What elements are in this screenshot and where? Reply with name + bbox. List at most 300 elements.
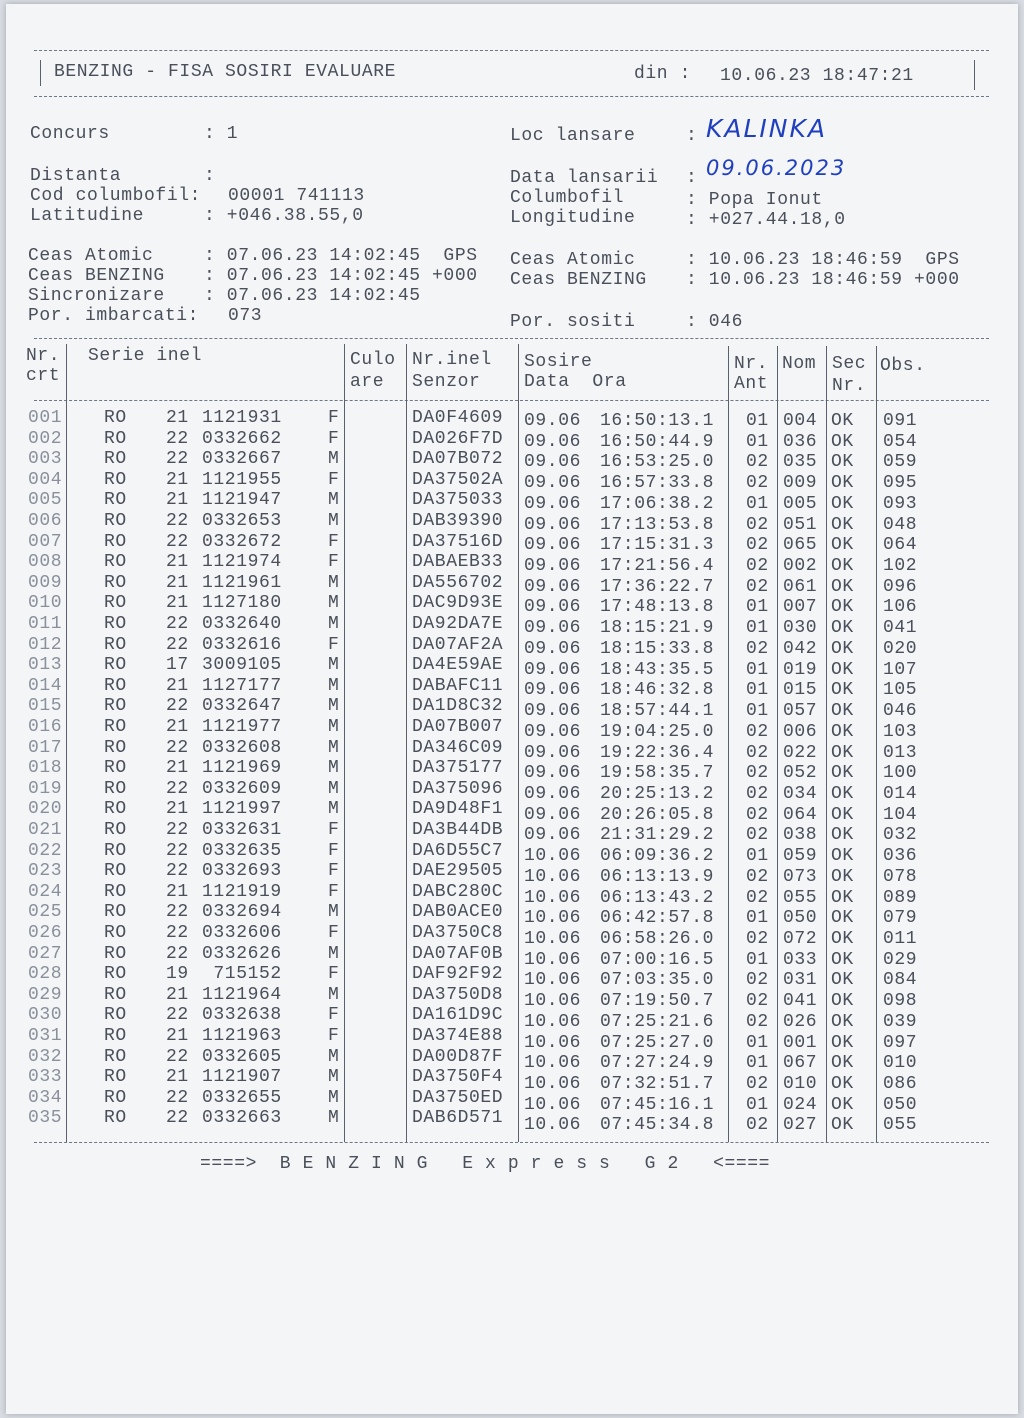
- cell-num: 1127177: [202, 675, 282, 696]
- cell-sec: OK: [831, 535, 854, 556]
- cell-num: 0332662: [202, 428, 282, 449]
- cell-obs: 089: [883, 887, 918, 908]
- table-row: [6, 1026, 1018, 1053]
- cell-ora: 06:58:26.0: [600, 929, 715, 949]
- cell-num: 0332626: [202, 943, 282, 964]
- cell-sex: M: [328, 778, 340, 799]
- cell-sex: F: [328, 820, 340, 840]
- data-lansarii-label: Data lansarii: [510, 168, 659, 188]
- col-sec-line1: Sec: [832, 354, 867, 374]
- cell-sex: M: [328, 696, 340, 717]
- cell-nom: 050: [783, 908, 818, 929]
- cell-sec: OK: [831, 949, 854, 970]
- cell-senzor: DA00D87F: [412, 1046, 504, 1067]
- cell-sex: M: [328, 449, 340, 470]
- cell-sec: OK: [831, 1115, 854, 1136]
- cell-obs: 079: [883, 908, 918, 929]
- cell-tara: RO: [104, 984, 127, 1005]
- table-row: [6, 408, 1018, 429]
- cell-nom: 027: [783, 1115, 818, 1136]
- cell-sec: OK: [831, 411, 854, 431]
- cell-obs: 097: [883, 1032, 918, 1053]
- cell-tara: RO: [104, 552, 127, 573]
- cell-an: 22: [166, 634, 189, 655]
- cell-sec: OK: [831, 846, 854, 867]
- distanta-label: Distanta: [30, 166, 122, 186]
- cell-an: 22: [166, 614, 189, 634]
- cell-tara: RO: [104, 758, 127, 779]
- col-nrinel-line1: Nr.inel: [412, 350, 492, 370]
- cell-num: 1121977: [202, 717, 282, 737]
- cell-sex: M: [328, 799, 340, 820]
- cell-senzor: DA026F7D: [412, 428, 504, 449]
- table-row: [6, 511, 1018, 535]
- cell-an: 21: [166, 1026, 189, 1046]
- loc-lansare-sep: :: [686, 126, 698, 146]
- cell-sex: M: [328, 1108, 340, 1129]
- table-row: [6, 984, 1018, 1012]
- cell-sec: OK: [831, 1032, 854, 1053]
- cell-ant: 02: [746, 887, 769, 908]
- concurs-value: : 1: [204, 124, 239, 144]
- cell-senzor: DA3750D8: [412, 984, 504, 1005]
- cell-sex: F: [328, 881, 340, 902]
- cell-senzor: DABC280C: [412, 881, 504, 902]
- cell-sex: M: [328, 1046, 340, 1067]
- cell-ant: 02: [746, 783, 769, 804]
- cell-tara: RO: [104, 675, 127, 696]
- cell-sec: OK: [831, 473, 854, 494]
- cell-tara: RO: [104, 799, 127, 820]
- cell-nr: 027: [28, 943, 63, 964]
- col-nr-line2: crt: [26, 366, 61, 386]
- cell-obs: 020: [883, 638, 918, 659]
- cell-ant: 02: [746, 556, 769, 577]
- cell-sec: OK: [831, 1011, 854, 1032]
- cell-num: 1121969: [202, 758, 282, 779]
- table-row: [6, 469, 1018, 494]
- cell-an: 22: [166, 861, 189, 882]
- cell-tara: RO: [104, 820, 127, 840]
- cell-num: 1127180: [202, 593, 282, 614]
- cell-sec: OK: [831, 783, 854, 804]
- cell-data: 10.06: [524, 1053, 582, 1074]
- cell-ant: 01: [746, 846, 769, 867]
- cell-sex: M: [328, 593, 340, 614]
- cell-ora: 07:32:51.7: [600, 1074, 715, 1095]
- cell-ora: 07:45:16.1: [600, 1094, 715, 1115]
- cell-senzor: DAB39390: [412, 511, 504, 531]
- cell-tara: RO: [104, 1026, 127, 1046]
- cell-data: 10.06: [524, 887, 582, 908]
- cell-an: 22: [166, 511, 189, 531]
- cell-senzor: DA375177: [412, 758, 504, 779]
- cell-nr: 034: [28, 1087, 63, 1108]
- cell-nom: 010: [783, 1074, 818, 1095]
- cell-senzor: DAE29505: [412, 861, 504, 882]
- cell-senzor: DA346C09: [412, 737, 504, 758]
- cell-obs: 105: [883, 680, 918, 701]
- cell-an: 22: [166, 943, 189, 964]
- cell-ora: 17:21:56.4: [600, 556, 715, 577]
- cell-sec: OK: [831, 742, 854, 763]
- cell-data: 09.06: [524, 721, 582, 742]
- sincronizare-label: Sincronizare: [28, 286, 165, 306]
- cell-ora: 17:15:31.3: [600, 535, 715, 556]
- table-row: [6, 840, 1018, 867]
- cell-ora: 16:57:33.8: [600, 473, 715, 494]
- cell-ant: 02: [746, 638, 769, 659]
- cell-senzor: DA3750ED: [412, 1087, 504, 1108]
- cell-nr: 020: [28, 799, 63, 820]
- cell-nom: 009: [783, 473, 818, 494]
- cell-an: 22: [166, 737, 189, 758]
- table-bottom-rule: [34, 1142, 989, 1143]
- cell-nr: 023: [28, 861, 63, 882]
- col-sosire-line1: Sosire: [524, 352, 593, 372]
- cell-an: 21: [166, 675, 189, 696]
- table-row: [6, 655, 1018, 680]
- cell-an: 22: [166, 1108, 189, 1129]
- cell-num: 1121907: [202, 1067, 282, 1088]
- cell-nom: 051: [783, 514, 818, 535]
- cell-ant: 01: [746, 597, 769, 618]
- cell-an: 21: [166, 552, 189, 573]
- cell-nr: 028: [28, 964, 63, 985]
- cell-num: 0332635: [202, 840, 282, 861]
- cell-num: 0332609: [202, 778, 282, 799]
- col-nr-line1: Nr.: [26, 346, 61, 366]
- printout-page: [6, 4, 1018, 1414]
- cell-nr: 014: [28, 675, 63, 696]
- cell-ora: 16:50:44.9: [600, 431, 715, 452]
- table-row: [6, 964, 1018, 991]
- cell-sex: F: [328, 840, 340, 861]
- cell-ant: 02: [746, 1011, 769, 1032]
- cell-an: 22: [166, 778, 189, 799]
- cell-sex: M: [328, 511, 340, 531]
- cell-tara: RO: [104, 1108, 127, 1129]
- data-lansarii-handwritten: 09.06.2023: [706, 156, 847, 180]
- cell-obs: 100: [883, 763, 918, 784]
- cell-sex: M: [328, 984, 340, 1005]
- cell-an: 21: [166, 799, 189, 820]
- cell-num: 0332694: [202, 902, 282, 923]
- cell-obs: 011: [883, 929, 918, 949]
- cell-tara: RO: [104, 861, 127, 882]
- cell-obs: 104: [883, 804, 918, 825]
- cell-ora: 07:25:21.6: [600, 1011, 715, 1032]
- cell-senzor: DA07AF2A: [412, 634, 504, 655]
- cell-sec: OK: [831, 991, 854, 1012]
- cell-nr: 019: [28, 778, 63, 799]
- cell-data: 09.06: [524, 763, 582, 784]
- cell-nom: 005: [783, 493, 818, 514]
- cell-obs: 039: [883, 1011, 918, 1032]
- cell-nom: 034: [783, 783, 818, 804]
- cell-an: 22: [166, 923, 189, 943]
- cell-sex: F: [328, 408, 340, 428]
- cell-senzor: DA1D8C32: [412, 696, 504, 717]
- cell-sex: F: [328, 469, 340, 490]
- cell-senzor: DA375033: [412, 490, 504, 511]
- start-benzing-label: Ceas BENZING: [28, 266, 165, 286]
- cell-obs: 041: [883, 618, 918, 639]
- cell-ora: 21:31:29.2: [600, 825, 715, 846]
- table-row: [6, 737, 1018, 763]
- cell-data: 09.06: [524, 473, 582, 494]
- cell-an: 22: [166, 902, 189, 923]
- table-row: [6, 634, 1018, 659]
- cell-sec: OK: [831, 638, 854, 659]
- cell-sec: OK: [831, 431, 854, 452]
- cell-sex: F: [328, 861, 340, 882]
- header-bottom-rule: [34, 96, 989, 97]
- cell-nr: 018: [28, 758, 63, 779]
- cell-ant: 02: [746, 535, 769, 556]
- cell-sec: OK: [831, 1074, 854, 1095]
- header-right-border: [974, 60, 975, 90]
- cell-nr: 007: [28, 531, 63, 552]
- cell-nr: 006: [28, 511, 63, 531]
- loc-lansare-label: Loc lansare: [510, 126, 636, 146]
- cell-nr: 033: [28, 1067, 63, 1088]
- cell-data: 09.06: [524, 680, 582, 701]
- cell-nom: 061: [783, 576, 818, 597]
- table-row: [6, 799, 1018, 825]
- cell-data: 10.06: [524, 866, 582, 887]
- table-row: [6, 696, 1018, 722]
- cell-data: 10.06: [524, 949, 582, 970]
- cell-ant: 01: [746, 908, 769, 929]
- cell-data: 09.06: [524, 556, 582, 577]
- start-atomic-label: Ceas Atomic: [28, 246, 154, 266]
- cod-columbofil-label: Cod columbofil:: [30, 186, 202, 206]
- cell-num: 1121963: [202, 1026, 282, 1046]
- cell-senzor: DA92DA7E: [412, 614, 504, 634]
- cell-ora: 17:36:22.7: [600, 576, 715, 597]
- table-header-top-rule: [34, 338, 989, 339]
- table-header-bottom-rule: [34, 400, 989, 401]
- cell-obs: 102: [883, 556, 918, 577]
- columbofil-label: Columbofil: [510, 188, 625, 208]
- cell-senzor: DA556702: [412, 572, 504, 593]
- cell-tara: RO: [104, 408, 127, 428]
- cell-sex: F: [328, 923, 340, 943]
- cell-ant: 02: [746, 452, 769, 473]
- cell-num: 0332616: [202, 634, 282, 655]
- cell-ora: 18:43:35.5: [600, 659, 715, 680]
- cell-tara: RO: [104, 1005, 127, 1026]
- cell-obs: 086: [883, 1074, 918, 1095]
- cell-senzor: DA6D55C7: [412, 840, 504, 861]
- cell-nom: 057: [783, 701, 818, 722]
- cell-tara: RO: [104, 881, 127, 902]
- cell-nr: 026: [28, 923, 63, 943]
- table-row: [6, 881, 1018, 908]
- cell-sec: OK: [831, 701, 854, 722]
- cell-obs: 014: [883, 783, 918, 804]
- cell-data: 09.06: [524, 783, 582, 804]
- report-din-label: din :: [634, 64, 692, 84]
- longitudine-value: : +027.44.18,0: [686, 210, 846, 230]
- cell-tara: RO: [104, 696, 127, 717]
- cell-nom: 036: [783, 431, 818, 452]
- cell-ora: 07:19:50.7: [600, 991, 715, 1012]
- header-left-border: [40, 60, 41, 86]
- cell-ant: 02: [746, 866, 769, 887]
- cell-nom: 024: [783, 1094, 818, 1115]
- cell-nom: 042: [783, 638, 818, 659]
- cell-ora: 18:15:33.8: [600, 638, 715, 659]
- cell-obs: 106: [883, 597, 918, 618]
- cell-obs: 013: [883, 742, 918, 763]
- col-culoare-line1: Culo: [350, 350, 396, 370]
- cell-senzor: DAF92F92: [412, 964, 504, 985]
- cell-sec: OK: [831, 1094, 854, 1115]
- imbarcati-value: 073: [228, 306, 263, 326]
- cell-sex: M: [328, 902, 340, 923]
- cell-obs: 010: [883, 1053, 918, 1074]
- col-obs: Obs.: [880, 356, 926, 376]
- table-row: [6, 552, 1018, 577]
- end-atomic-value: : 10.06.23 18:46:59 GPS: [686, 250, 960, 270]
- cell-nr: 032: [28, 1046, 63, 1067]
- cell-sex: M: [328, 490, 340, 511]
- imbarcati-label: Por. imbarcati:: [28, 306, 200, 326]
- cell-ant: 02: [746, 721, 769, 742]
- cell-sec: OK: [831, 597, 854, 618]
- cell-nr: 008: [28, 552, 63, 573]
- cell-an: 22: [166, 449, 189, 470]
- cell-ora: 18:46:32.8: [600, 680, 715, 701]
- cell-data: 10.06: [524, 1115, 582, 1136]
- cell-obs: 048: [883, 514, 918, 535]
- col-nrinel-line2: Senzor: [412, 372, 481, 392]
- cell-data: 10.06: [524, 846, 582, 867]
- cell-sec: OK: [831, 576, 854, 597]
- cell-obs: 059: [883, 452, 918, 473]
- cell-data: 10.06: [524, 1032, 582, 1053]
- cell-sex: F: [328, 531, 340, 552]
- table-row: [6, 820, 1018, 846]
- cell-num: 0332672: [202, 531, 282, 552]
- cell-nom: 015: [783, 680, 818, 701]
- cell-tara: RO: [104, 943, 127, 964]
- cell-data: 10.06: [524, 1011, 582, 1032]
- cell-ant: 01: [746, 411, 769, 431]
- cell-ant: 02: [746, 576, 769, 597]
- sincronizare-value: : 07.06.23 14:02:45: [204, 286, 421, 306]
- cell-ora: 19:22:36.4: [600, 742, 715, 763]
- cell-obs: 050: [883, 1094, 918, 1115]
- col-ant-line1: Nr.: [734, 354, 769, 374]
- cell-num: 1121931: [202, 408, 282, 428]
- cell-num: 0332667: [202, 449, 282, 470]
- table-row: [6, 758, 1018, 784]
- cell-sex: F: [328, 634, 340, 655]
- cell-ant: 01: [746, 431, 769, 452]
- cell-obs: 103: [883, 721, 918, 742]
- cell-ora: 17:13:53.8: [600, 514, 715, 535]
- cell-num: 0332631: [202, 820, 282, 840]
- col-sosire-line2: Data Ora: [524, 372, 627, 392]
- cell-num: 1121974: [202, 552, 282, 573]
- cell-nom: 059: [783, 846, 818, 867]
- cell-obs: 098: [883, 991, 918, 1012]
- cell-sec: OK: [831, 659, 854, 680]
- table-row: [6, 614, 1018, 639]
- cell-an: 22: [166, 1046, 189, 1067]
- cell-data: 10.06: [524, 970, 582, 991]
- table-row: [6, 1087, 1018, 1115]
- cell-obs: 055: [883, 1115, 918, 1136]
- cell-num: 715152: [202, 964, 282, 985]
- cell-nr: 015: [28, 696, 63, 717]
- cell-ant: 02: [746, 804, 769, 825]
- cell-nom: 065: [783, 535, 818, 556]
- cell-sex: F: [328, 1005, 340, 1026]
- cell-senzor: DABAEB33: [412, 552, 504, 573]
- cell-an: 22: [166, 840, 189, 861]
- cell-data: 10.06: [524, 908, 582, 929]
- cell-sex: M: [328, 737, 340, 758]
- cell-nr: 021: [28, 820, 63, 840]
- cell-num: 0332655: [202, 1087, 282, 1108]
- cell-num: 1121947: [202, 490, 282, 511]
- cell-nr: 001: [28, 408, 63, 428]
- cell-num: 3009105: [202, 655, 282, 676]
- cell-an: 21: [166, 717, 189, 737]
- cell-ora: 16:53:25.0: [600, 452, 715, 473]
- cell-senzor: DA37516D: [412, 531, 504, 552]
- cell-sec: OK: [831, 452, 854, 473]
- cell-tara: RO: [104, 717, 127, 737]
- cell-ora: 06:13:13.9: [600, 866, 715, 887]
- cell-obs: 107: [883, 659, 918, 680]
- cell-ant: 01: [746, 949, 769, 970]
- cell-nom: 026: [783, 1011, 818, 1032]
- cell-ora: 18:57:44.1: [600, 701, 715, 722]
- cell-senzor: DA0F4609: [412, 408, 504, 428]
- cell-senzor: DAB6D571: [412, 1108, 504, 1129]
- cell-ora: 07:03:35.0: [600, 970, 715, 991]
- cell-an: 21: [166, 408, 189, 428]
- cell-data: 09.06: [524, 431, 582, 452]
- cell-tara: RO: [104, 902, 127, 923]
- cell-sec: OK: [831, 493, 854, 514]
- cell-sex: M: [328, 675, 340, 696]
- cell-ant: 02: [746, 473, 769, 494]
- cell-num: 0332653: [202, 511, 282, 531]
- sositi-label: Por. sositi: [510, 312, 636, 332]
- cell-an: 22: [166, 1005, 189, 1026]
- start-benzing-value: : 07.06.23 14:02:45 +000: [204, 266, 478, 286]
- cell-tara: RO: [104, 655, 127, 676]
- cell-ora: 20:26:05.8: [600, 804, 715, 825]
- cell-an: 19: [166, 964, 189, 985]
- cell-data: 09.06: [524, 493, 582, 514]
- cell-nr: 022: [28, 840, 63, 861]
- cell-tara: RO: [104, 778, 127, 799]
- cell-ant: 01: [746, 680, 769, 701]
- cell-num: 0332640: [202, 614, 282, 634]
- table-row: [6, 1067, 1018, 1095]
- cell-tara: RO: [104, 1046, 127, 1067]
- cell-an: 21: [166, 758, 189, 779]
- table-row: [6, 861, 1018, 887]
- table-row: [6, 1108, 1018, 1136]
